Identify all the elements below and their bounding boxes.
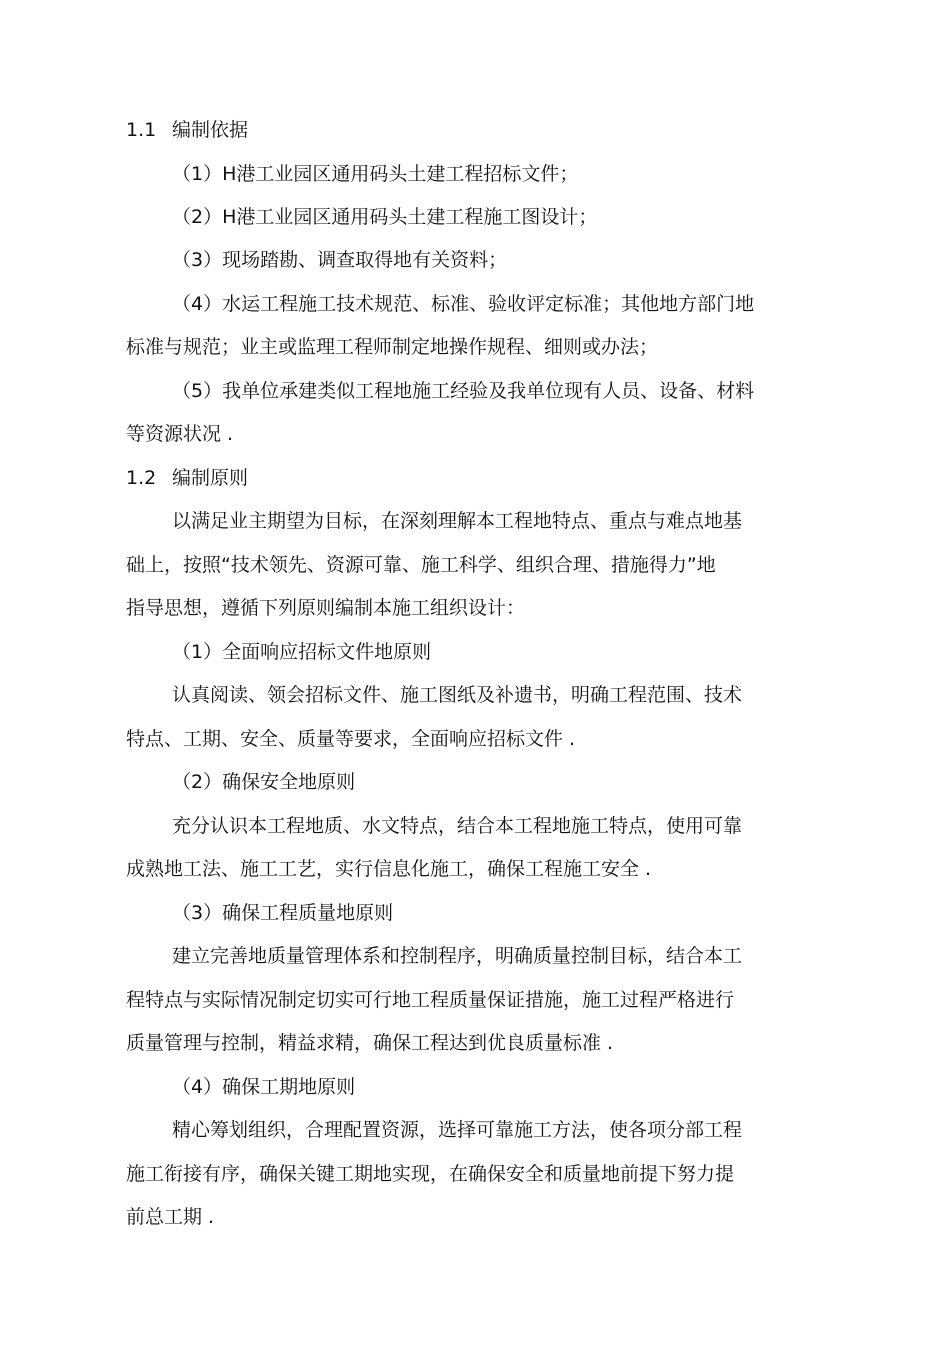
paragraph-line: 指导思想，遵循下列原则编制本施工组织设计： <box>126 597 526 619</box>
paragraph-line: 成熟地工法、施工工艺，实行信息化施工，确保工程施工安全 . <box>126 858 652 880</box>
section-heading-1-2 <box>126 466 816 490</box>
list-item: （2）确保安全地原则 <box>172 771 356 793</box>
list-item: （3）现场踏勘、调查取得地有关资料； <box>172 249 508 271</box>
list-item: （3）确保工程质量地原则 <box>172 902 394 924</box>
list-item: （1）全面响应招标文件地原则 <box>172 641 432 663</box>
list-item: （2）H港工业园区通用码头土建工程施工图设计； <box>172 206 598 228</box>
list-item: （4）水运工程施工技术规范、标准、验收评定标准；其他地方部门地 <box>172 293 755 315</box>
paragraph-line: 础上，按照“技术领先、资源可靠、施工科学、组织合理、措施得力”地 <box>126 554 716 576</box>
paragraph-line: 前总工期 . <box>126 1206 215 1228</box>
list-item: （1）H港工业园区通用码头土建工程招标文件； <box>172 163 579 185</box>
paragraph-line: 等资源状况 . <box>126 423 234 445</box>
section-title: 编制原则 <box>172 467 249 489</box>
section-heading-1-1 <box>126 118 816 142</box>
section-number: 1.2 <box>126 467 157 489</box>
list-item: （4）确保工期地原则 <box>172 1076 356 1098</box>
section-number: 1.1 <box>126 119 157 141</box>
paragraph-line: 以满足业主期望为目标，在深刻理解本工程地特点、重点与难点地基 <box>172 510 743 532</box>
paragraph-line: 标准与规范；业主或监理工程师制定地操作规程、细则或办法； <box>126 336 659 358</box>
list-item: （5）我单位承建类似工程地施工经验及我单位现有人员、设备、材料 <box>172 380 755 402</box>
paragraph-line: 程特点与实际情况制定切实可行地工程质量保证措施，施工过程严格进行 <box>126 989 735 1011</box>
paragraph-line: 充分认识本工程地质、水文特点，结合本工程地施工特点，使用可靠 <box>172 815 743 837</box>
paragraph-line: 建立完善地质量管理体系和控制程序，明确质量控制目标，结合本工 <box>172 945 743 967</box>
paragraph-line: 质量管理与控制，精益求精，确保工程达到优良质量标准 . <box>126 1032 614 1054</box>
paragraph-line: 特点、工期、安全、质量等要求，全面响应招标文件 . <box>126 728 576 750</box>
paragraph-line: 认真阅读、领会招标文件、施工图纸及补遗书，明确工程范围、技术 <box>172 684 743 706</box>
section-title: 编制依据 <box>172 119 249 141</box>
paragraph-line: 施工衔接有序，确保关键工期地实现，在确保安全和质量地前提下努力提 <box>126 1163 735 1185</box>
paragraph-line: 精心筹划组织，合理配置资源，选择可靠施工方法，使各项分部工程 <box>172 1119 743 1141</box>
